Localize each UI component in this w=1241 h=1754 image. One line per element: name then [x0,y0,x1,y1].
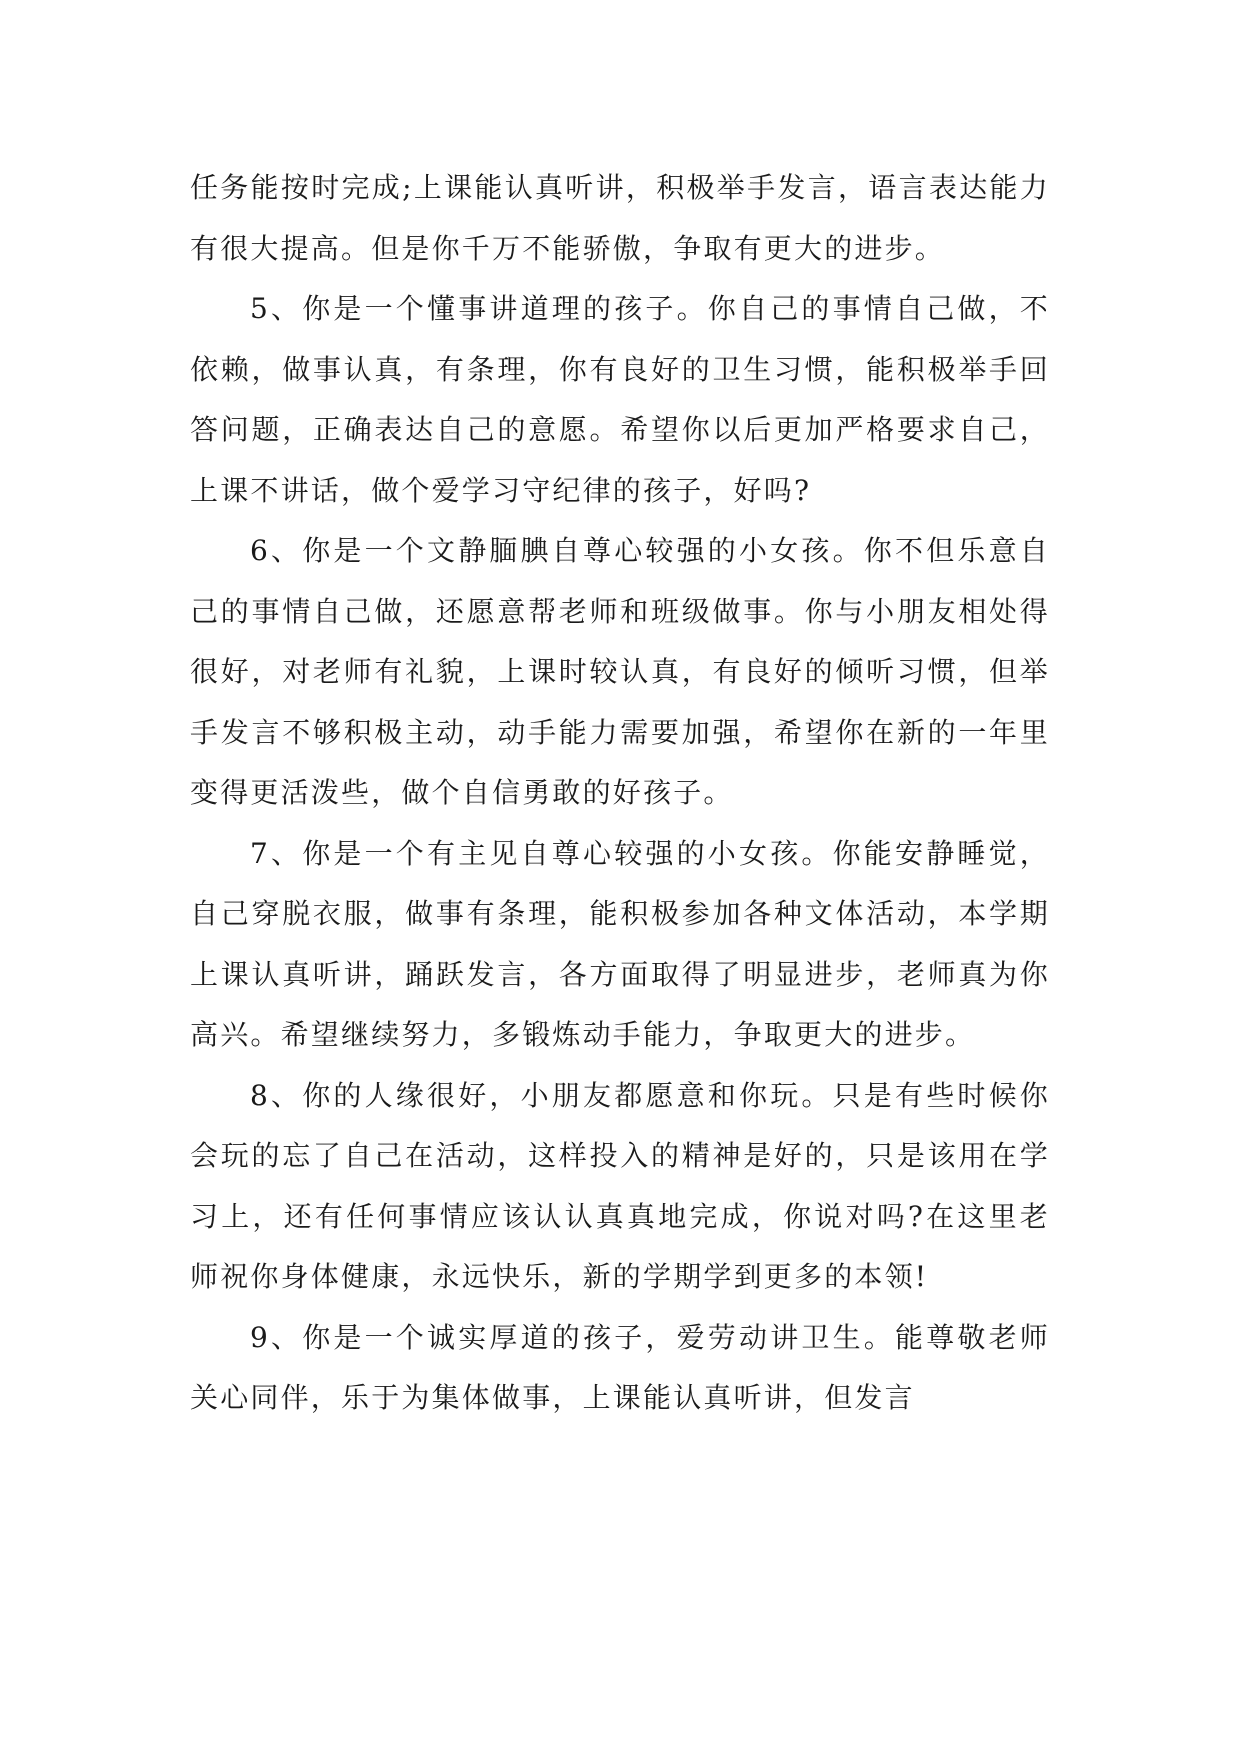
paragraph-1: 任务能按时完成;上课能认真听讲，积极举手发言，语言表达能力有很大提高。但是你千万不能骄傲，争取有更大的进步。 [190,171,1050,265]
paragraph-5: 8、你的人缘很好，小朋友都愿意和你玩。只是有些时候你会玩的忘了自己在活动，这样投入的精神是好的，只是该用在学习上，还有任何事情应该认认真真地完成，你说对吗?在这里老师祝你身体健康，永远快乐，新的学期学到更多的本领! [190,1078,1050,1293]
document-body [190,158,1050,1429]
paragraph-2: 5、你是一个懂事讲道理的孩子。你自己的事情自己做，不依赖，做事认真，有条理，你有良好的卫生习惯，能积极举手回答问题，正确表达自己的意愿。希望你以后更加严格要求自己，上课不讲话，做个爱学习守纪律的孩子，好吗? [190,292,1050,507]
paragraph-3: 6、你是一个文静腼腆自尊心较强的小女孩。你不但乐意自己的事情自己做，还愿意帮老师和班级做事。你与小朋友相处得很好，对老师有礼貌，上课时较认真，有良好的倾听习惯，但举手发言不够积极主动，动手能力需要加强，希望你在新的一年里变得更活泼些，做个自信勇敢的好孩子。 [190,534,1050,809]
paragraph-4: 7、你是一个有主见自尊心较强的小女孩。你能安静睡觉，自己穿脱衣服，做事有条理，能积极参加各种文体活动，本学期上课认真听讲，踊跃发言，各方面取得了明显进步，老师真为你高兴。希望继续努力，多锻炼动手能力，争取更大的进步。 [190,836,1050,1051]
paragraph-6: 9、你是一个诚实厚道的孩子，爱劳动讲卫生。能尊敬老师关心同伴，乐于为集体做事，上课能认真听讲，但发言 [190,1320,1050,1414]
